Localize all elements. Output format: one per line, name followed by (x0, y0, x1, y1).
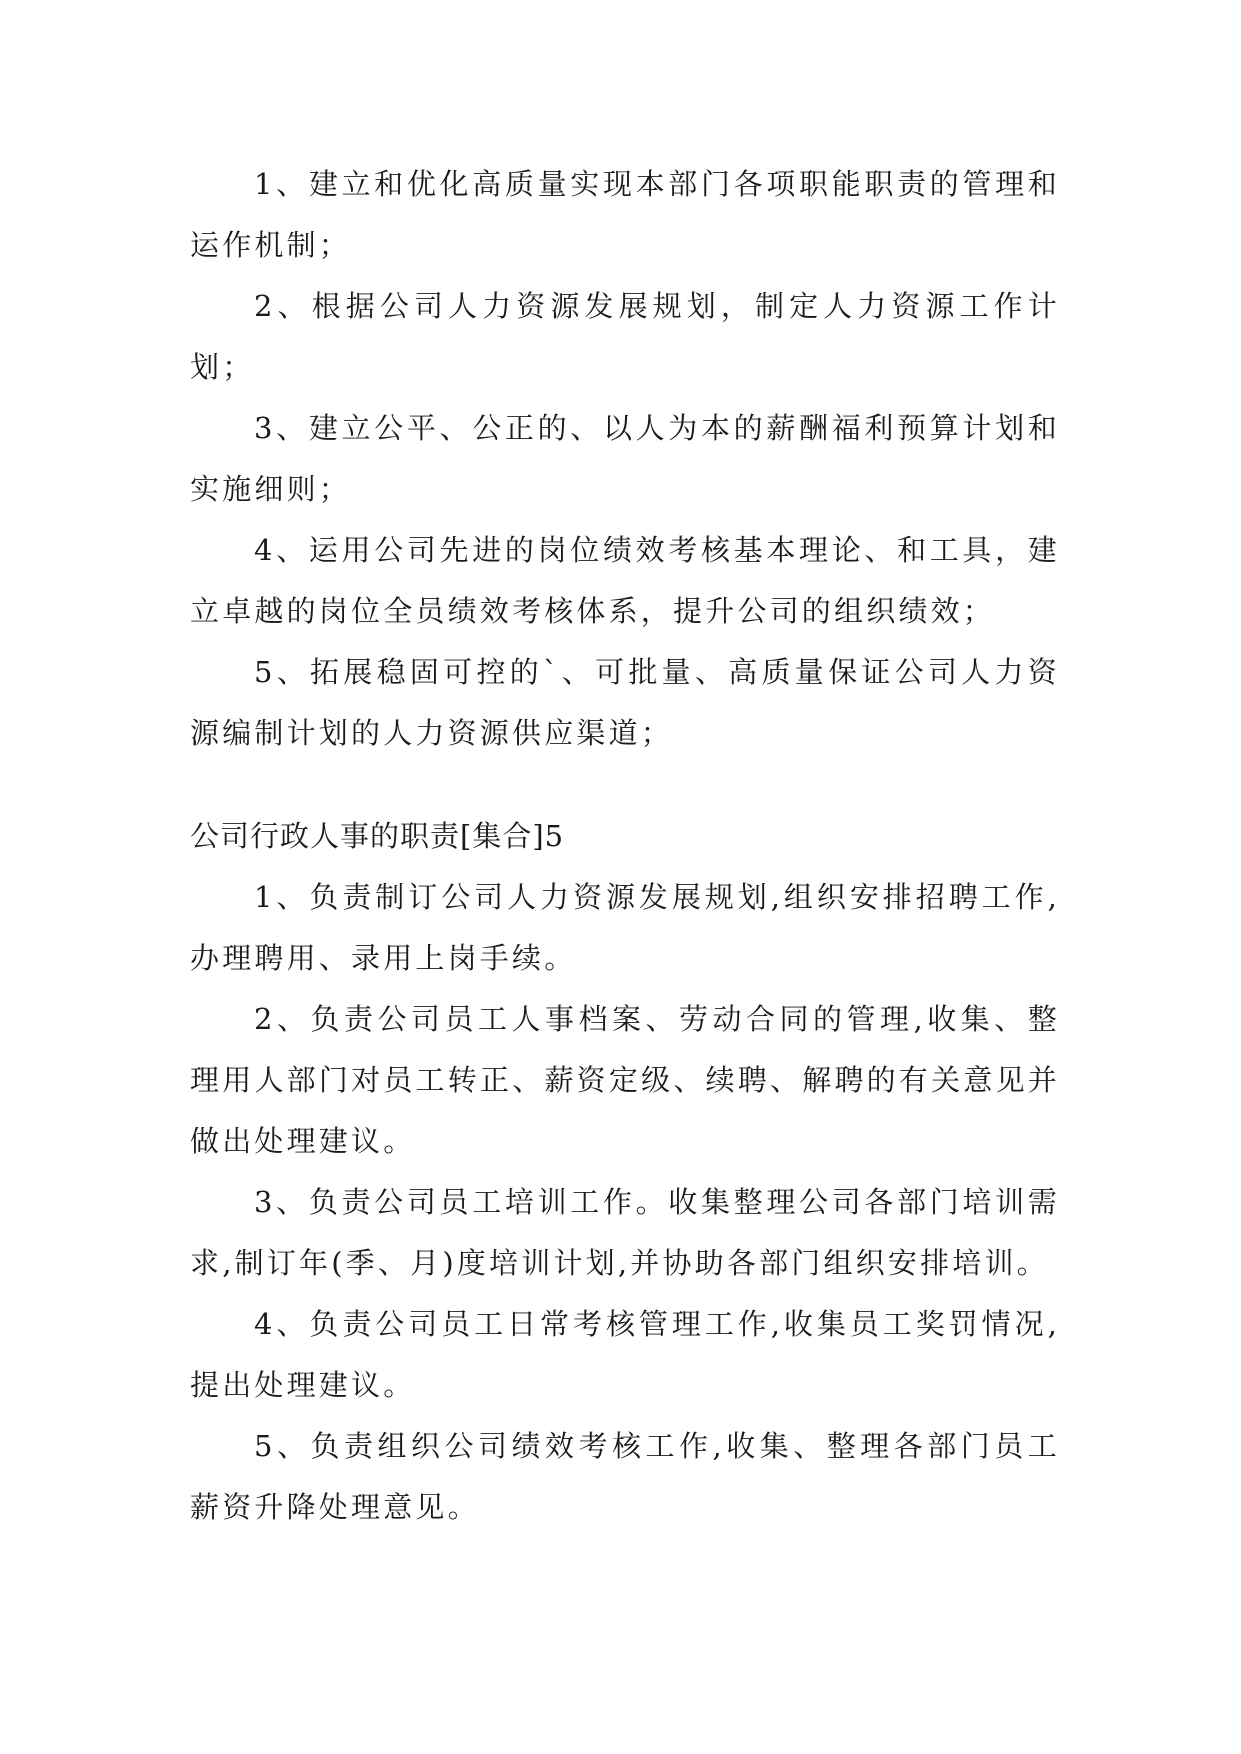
hr-duty-item-5: 5、负责组织公司绩效考核工作,收集、整理各部门员工薪资升降处理意见。 (190, 1429, 1060, 1524)
document-body (190, 154, 1060, 1538)
duty-item-2: 2、根据公司人力资源发展规划，制定人力资源工作计划； (190, 289, 1060, 384)
section-title: 公司行政人事的职责[集合]5 (190, 819, 565, 853)
duty-item-4: 4、运用公司先进的岗位绩效考核基本理论、和工具，建立卓越的岗位全员绩效考核体系，提升公司的组织绩效； (190, 533, 1060, 628)
duty-item-5: 5、拓展稳固可控的`、可批量、高质量保证公司人力资源编制计划的人力资源供应渠道； (190, 655, 1060, 750)
hr-duty-item-3: 3、负责公司员工培训工作。收集整理公司各部门培训需求,制订年(季、月)度培训计划,并协助各部门组织安排培训。 (190, 1185, 1060, 1280)
hr-duty-item-2: 2、负责公司员工人事档案、劳动合同的管理,收集、整理用人部门对员工转正、薪资定级、续聘、解聘的有关意见并做出处理建议。 (190, 1002, 1060, 1158)
hr-duty-item-4: 4、负责公司员工日常考核管理工作,收集员工奖罚情况,提出处理建议。 (190, 1307, 1060, 1402)
duty-item-1: 1、建立和优化高质量实现本部门各项职能职责的管理和运作机制； (190, 167, 1060, 262)
duty-item-3: 3、建立公平、公正的、以人为本的薪酬福利预算计划和实施细则； (190, 411, 1060, 506)
hr-duty-item-1: 1、负责制订公司人力资源发展规划,组织安排招聘工作,办理聘用、录用上岗手续。 (190, 880, 1060, 975)
